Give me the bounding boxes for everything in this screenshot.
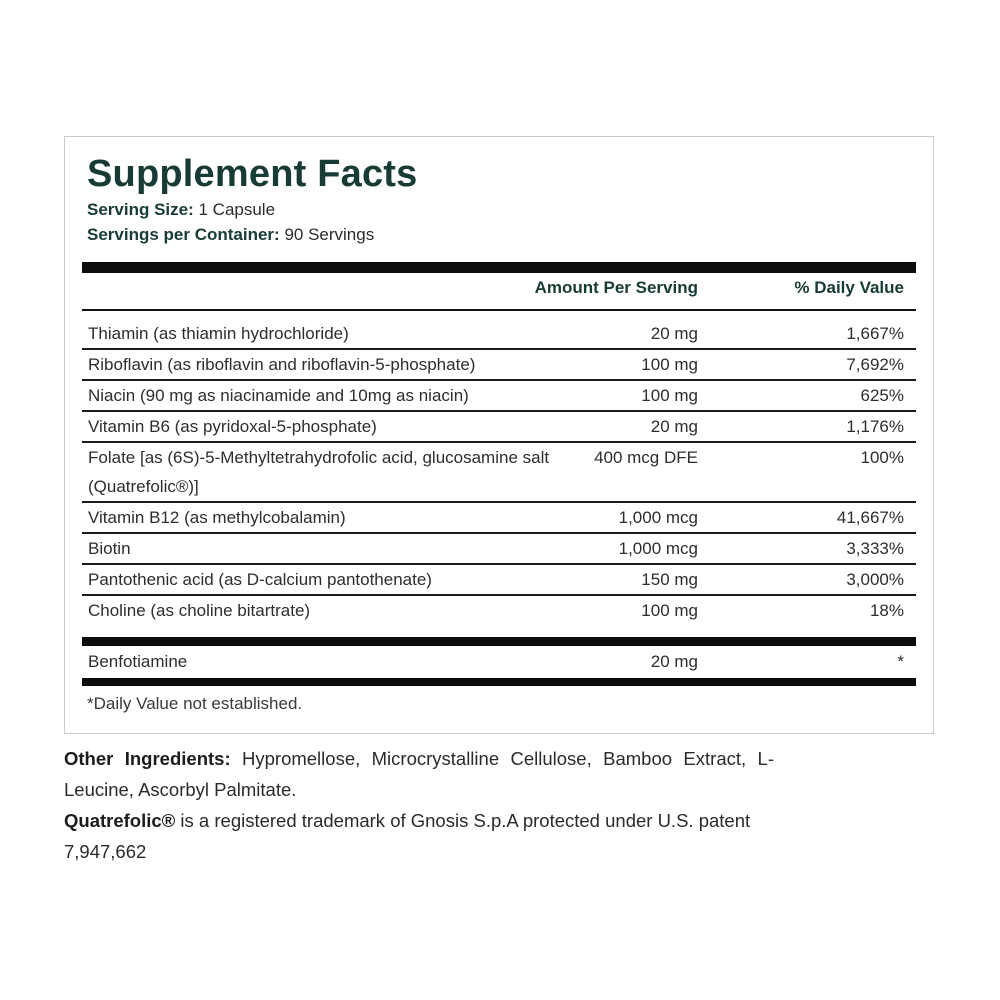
nutrient-name: Choline (as choline bitartrate) [88,601,311,620]
nutrient-name: Vitamin B12 (as methylcobalamin) [88,508,346,527]
nutrient-name: Riboflavin (as riboflavin and riboflavin-5-phosphate) [88,355,476,374]
other-ingredients-text: Hypromellose, Microcrystalline Cellulose, Bamboo Extract, L-Leucine, Ascorbyl Palmitate. [64,748,774,800]
nutrient-amount: 150 mg [641,570,698,589]
supplement-facts-panel [64,136,934,734]
nutrient-amount: 100 mg [641,386,698,405]
daily-value-header: % Daily Value [794,278,904,297]
table-row [82,319,916,350]
nutrient-amount: 400 mcg DFE [594,448,698,467]
other-ingredients [64,743,774,805]
nutrient-amount: 20 mg [650,417,698,436]
nutrient-daily-value: * [897,652,904,671]
nutrient-daily-value: 1,176% [846,417,904,436]
nutrient-amount: 20 mg [650,652,698,671]
table-row [82,565,916,596]
trademark-notice [64,805,774,867]
nutrient-amount: 100 mg [641,355,698,374]
table-row [82,350,916,381]
nutrient-daily-value: 3,333% [846,539,904,558]
nutrient-daily-value: 625% [860,386,904,405]
table-row [82,503,916,534]
table-row [82,381,916,412]
table-header [82,278,916,306]
header-divider [82,309,916,311]
benfotiamine-row [82,647,916,681]
nutrient-daily-value: 41,667% [836,508,904,527]
nutrient-amount: 1,000 mcg [618,508,698,527]
nutrient-daily-value: 3,000% [846,570,904,589]
serving-size-value: 1 Capsule [193,200,276,219]
trademark-text: is a registered trademark of Gnosis S.p.A protected under U.S. patent 7,947,662 [64,810,751,862]
nutrient-daily-value: 1,667% [846,324,904,343]
page-title: Supplement Facts [87,153,418,195]
servings-per-container [87,225,374,245]
nutrient-name: Vitamin B6 (as pyridoxal-5-phosphate) [88,417,377,436]
nutrient-name: Biotin [88,539,131,558]
nutrient-name: Thiamin (as thiamin hydrochloride) [88,324,349,343]
nutrient-amount: 20 mg [650,324,698,343]
servings-label: Servings per Container: [87,225,280,244]
nutrient-amount: 1,000 mcg [618,539,698,558]
trademark-label: Quatrefolic® [64,810,176,831]
nutrient-amount: 100 mg [641,601,698,620]
nutrient-rows [82,319,916,625]
nutrient-name: Pantothenic acid (as D-calcium pantothenate) [88,570,432,589]
bottom-divider-bar [82,678,916,686]
nutrient-name: Benfotiamine [88,652,188,671]
serving-size [87,200,275,220]
nutrient-daily-value: 100% [860,448,904,467]
footnote: *Daily Value not established. [87,694,303,713]
serving-size-label: Serving Size: [87,200,194,219]
servings-value: 90 Servings [279,225,375,244]
nutrient-name: Folate [as (6S)-5-Methyltetrahydrofolic acid, glucosamine salt (Quatrefolic®)] [88,448,550,496]
nutrient-name: Niacin (90 mg as niacinamide and 10mg as niacin) [88,386,469,405]
middle-divider-bar [82,637,916,646]
top-divider-bar [82,262,916,273]
nutrient-daily-value: 7,692% [846,355,904,374]
other-ingredients-label: Other Ingredients: [64,748,231,769]
table-row [82,534,916,565]
other-ingredients-section [64,743,774,867]
table-row [82,443,916,503]
amount-header: Amount Per Serving [534,278,698,297]
table-row [82,412,916,443]
table-row [82,596,916,625]
nutrient-daily-value: 18% [869,601,904,620]
